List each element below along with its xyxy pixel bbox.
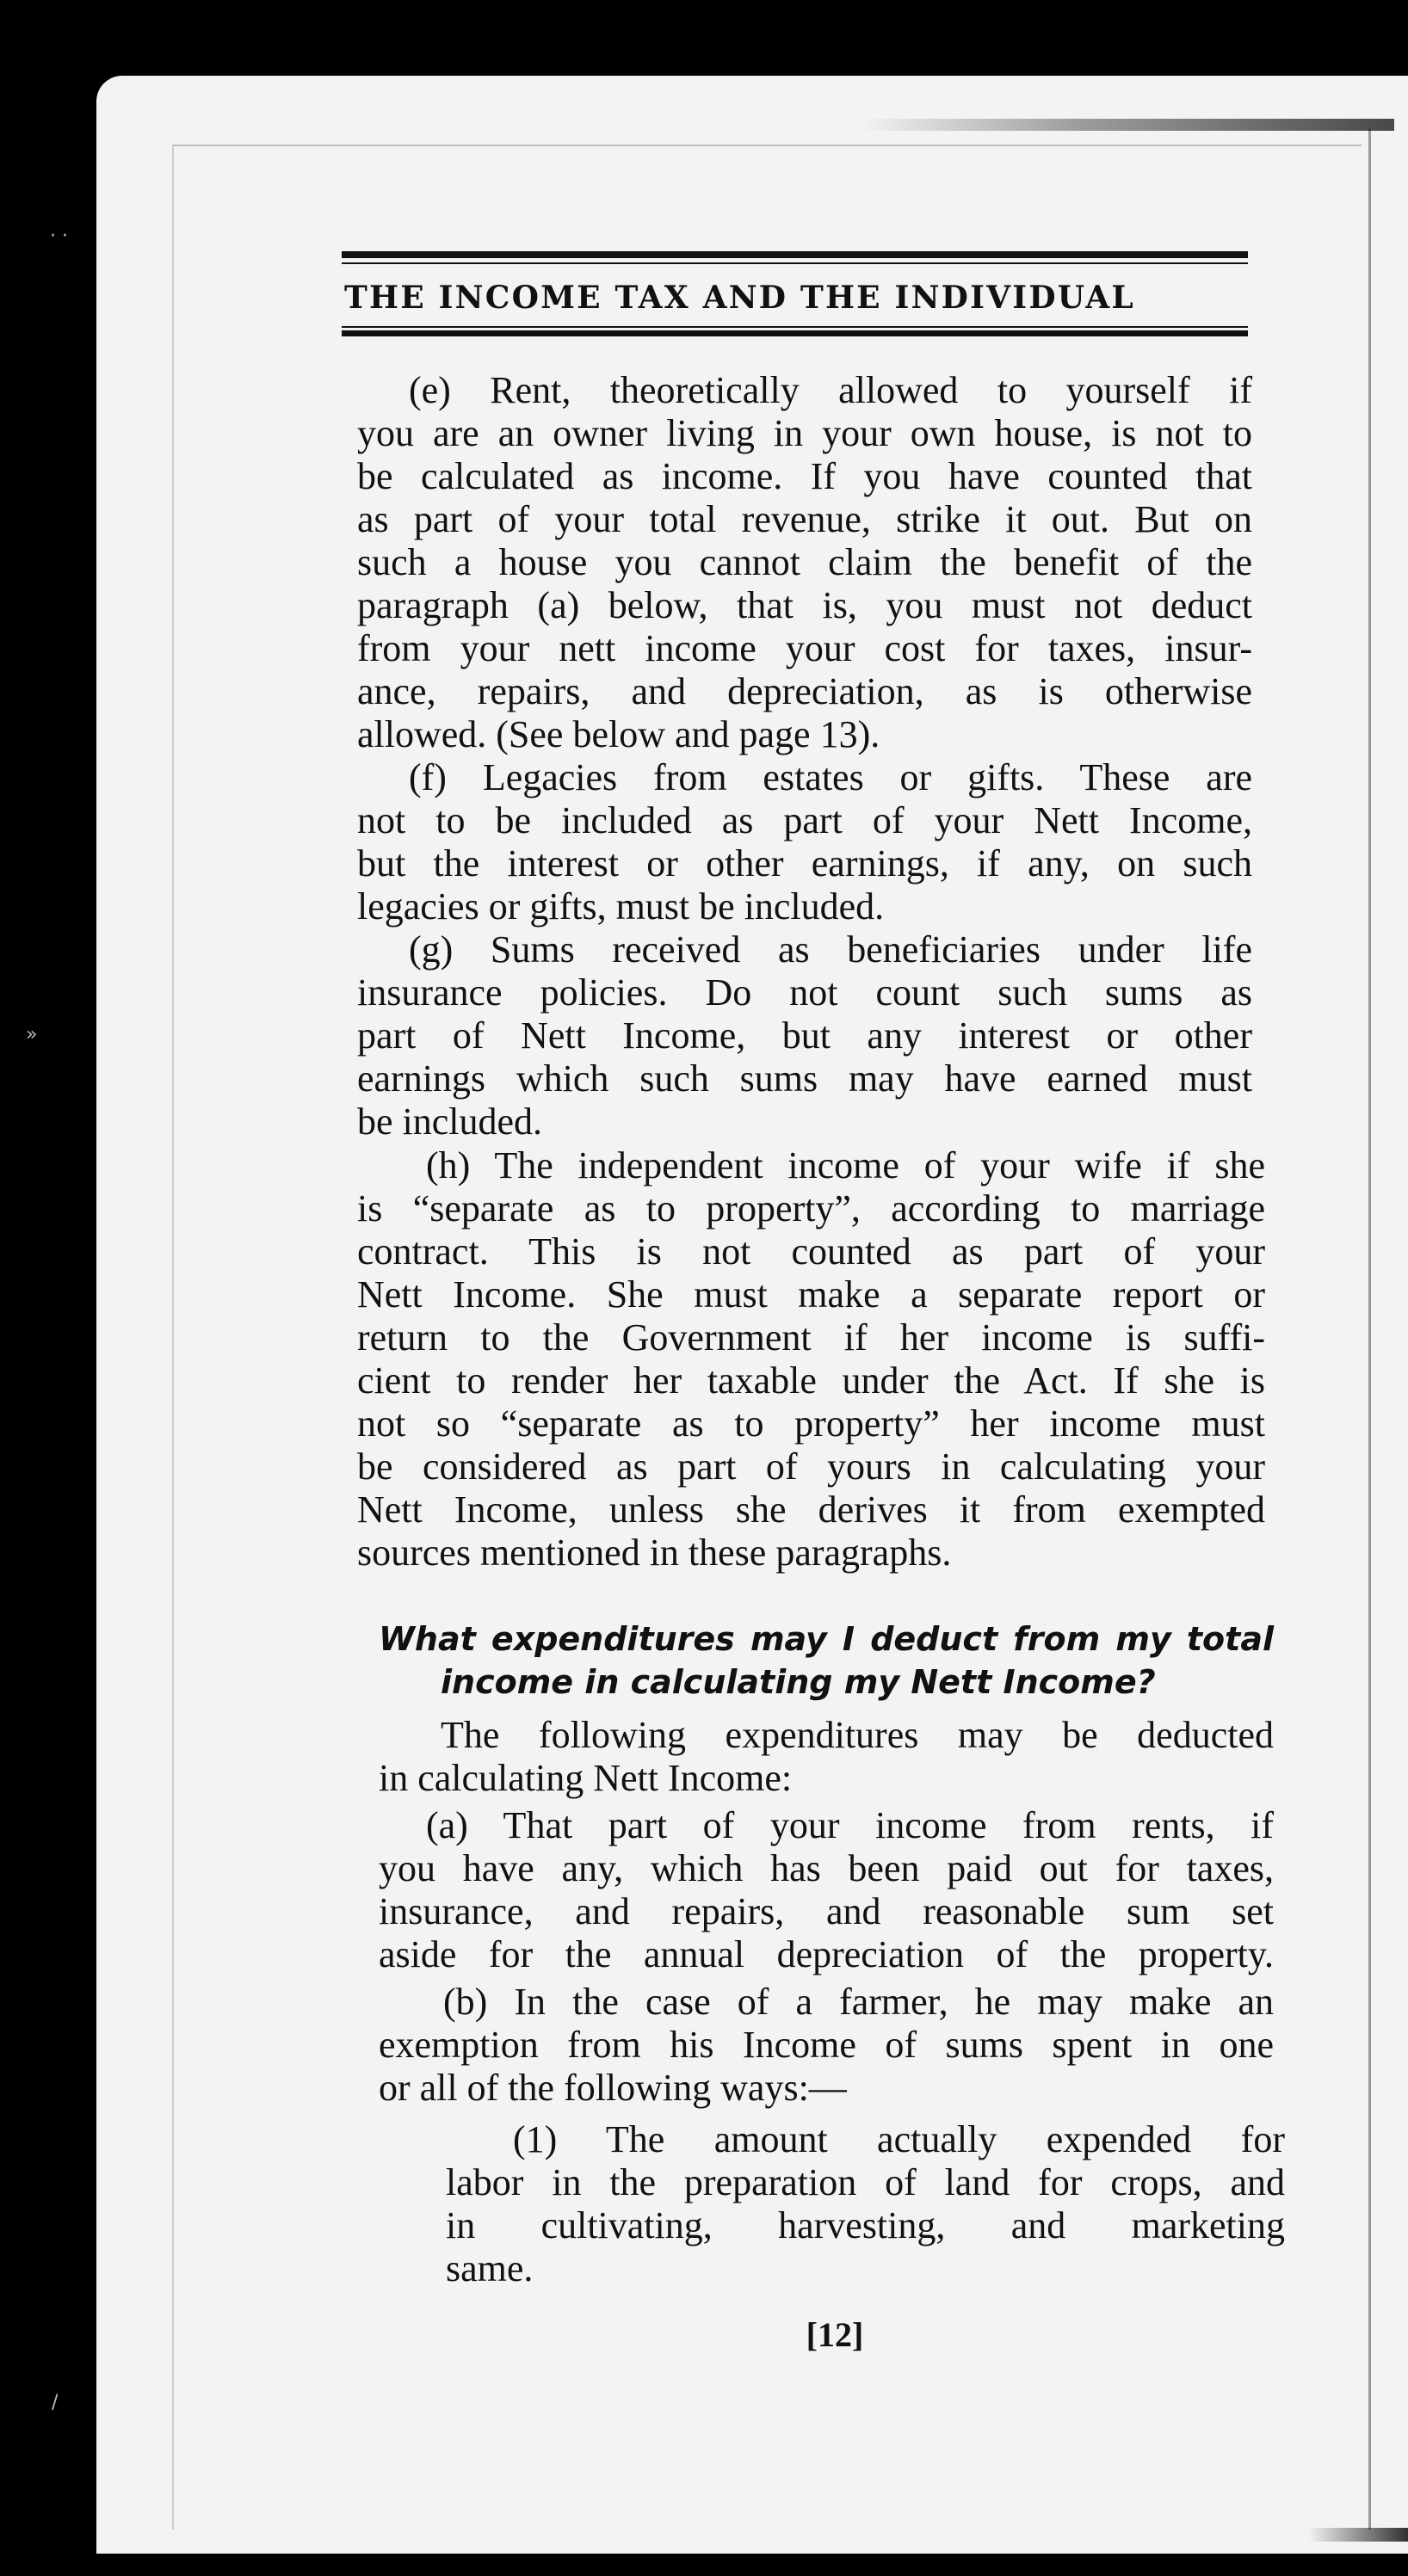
- scan-speck: /: [52, 2392, 59, 2413]
- text-line: insurance, and repairs, and reasonable sum set: [379, 1890, 1274, 1932]
- text-line: you have any, which has been paid out for taxes,: [379, 1847, 1274, 1889]
- scan-speck: · ·: [50, 225, 68, 247]
- text-line: return to the Government if her income is suffi-: [357, 1316, 1265, 1359]
- text-line: in calculating Nett Income:: [379, 1757, 793, 1799]
- text-line: The following expenditures may be deducted: [441, 1714, 1274, 1756]
- header-rule-top-thick: [342, 251, 1248, 258]
- text-line: aside for the annual depreciation of the property.: [379, 1933, 1274, 1975]
- header-rule-top-thin: [342, 262, 1248, 264]
- scan-speck: »: [26, 1024, 38, 1045]
- right-border-rule: [1368, 129, 1371, 2530]
- text-line: sources mentioned in these paragraphs.: [357, 1531, 952, 1574]
- page-number: [12]: [806, 2315, 864, 2354]
- text-line: insurance policies. Do not count such sums as: [357, 971, 1252, 1014]
- text-line: be calculated as income. If you have counted that: [357, 455, 1252, 497]
- running-header: THE INCOME TAX AND THE INDIVIDUAL: [344, 280, 1135, 316]
- text-line: (f) Legacies from estates or gifts. These are: [409, 756, 1252, 798]
- section-question: income in calculating my Nett Income?: [441, 1663, 1156, 1701]
- text-line: be included.: [357, 1100, 543, 1143]
- text-line: exemption from his Income of sums spent in one: [379, 2024, 1274, 2066]
- text-line: Nett Income, unless she derives it from exempted: [357, 1488, 1265, 1531]
- text-line: (1) The amount actually expended for: [513, 2118, 1285, 2160]
- text-line: (e) Rent, theoretically allowed to yourself if: [409, 369, 1252, 411]
- text-line: (h) The independent income of your wife if she: [426, 1144, 1265, 1186]
- text-line: same.: [446, 2247, 534, 2289]
- text-line: legacies or gifts, must be included.: [357, 885, 885, 927]
- text-line: (a) That part of your income from rents, if: [426, 1804, 1274, 1846]
- text-line: (g) Sums received as beneficiaries under life: [409, 928, 1252, 971]
- text-line: in cultivating, harvesting, and marketing: [446, 2204, 1285, 2246]
- text-line: from your nett income your cost for taxes, insur-: [357, 627, 1252, 669]
- text-line: (b) In the case of a farmer, he may make an: [443, 1981, 1274, 2023]
- text-line: is “separate as to property”, according to marriage: [357, 1187, 1265, 1229]
- scan-shadow-bottom: [1308, 2528, 1408, 2542]
- text-line: cient to render her taxable under the Act. If she is: [357, 1359, 1265, 1402]
- text-line: paragraph (a) below, that is, you must not deduct: [357, 584, 1252, 626]
- text-line: earnings which such sums may have earned must: [357, 1057, 1252, 1100]
- section-question: What expenditures may I deduct from my total: [379, 1620, 1274, 1658]
- text-line: but the interest or other earnings, if any, on such: [357, 842, 1252, 884]
- text-line: such a house you cannot claim the benefit of the: [357, 541, 1252, 583]
- header-rule-bottom-thin: [342, 326, 1248, 328]
- header-rule-bottom-thick: [342, 330, 1248, 336]
- text-line: part of Nett Income, but any interest or other: [357, 1014, 1252, 1057]
- scan-shadow-top: [861, 119, 1394, 131]
- text-line: not so “separate as to property” her income must: [357, 1402, 1265, 1445]
- text-line: or all of the following ways:—: [379, 2067, 847, 2109]
- text-line: ance, repairs, and depreciation, as is otherwise: [357, 670, 1252, 712]
- text-line: labor in the preparation of land for crops, and: [446, 2161, 1285, 2203]
- text-line: you are an owner living in your own house, is not to: [357, 412, 1252, 454]
- text-line: be considered as part of yours in calculating your: [357, 1445, 1265, 1488]
- text-line: allowed. (See below and page 13).: [357, 713, 880, 755]
- text-line: not to be included as part of your Nett Income,: [357, 799, 1252, 841]
- text-line: contract. This is not counted as part of your: [357, 1230, 1265, 1273]
- text-line: Nett Income. She must make a separate report or: [357, 1273, 1265, 1316]
- text-line: as part of your total revenue, strike it out. But on: [357, 498, 1252, 540]
